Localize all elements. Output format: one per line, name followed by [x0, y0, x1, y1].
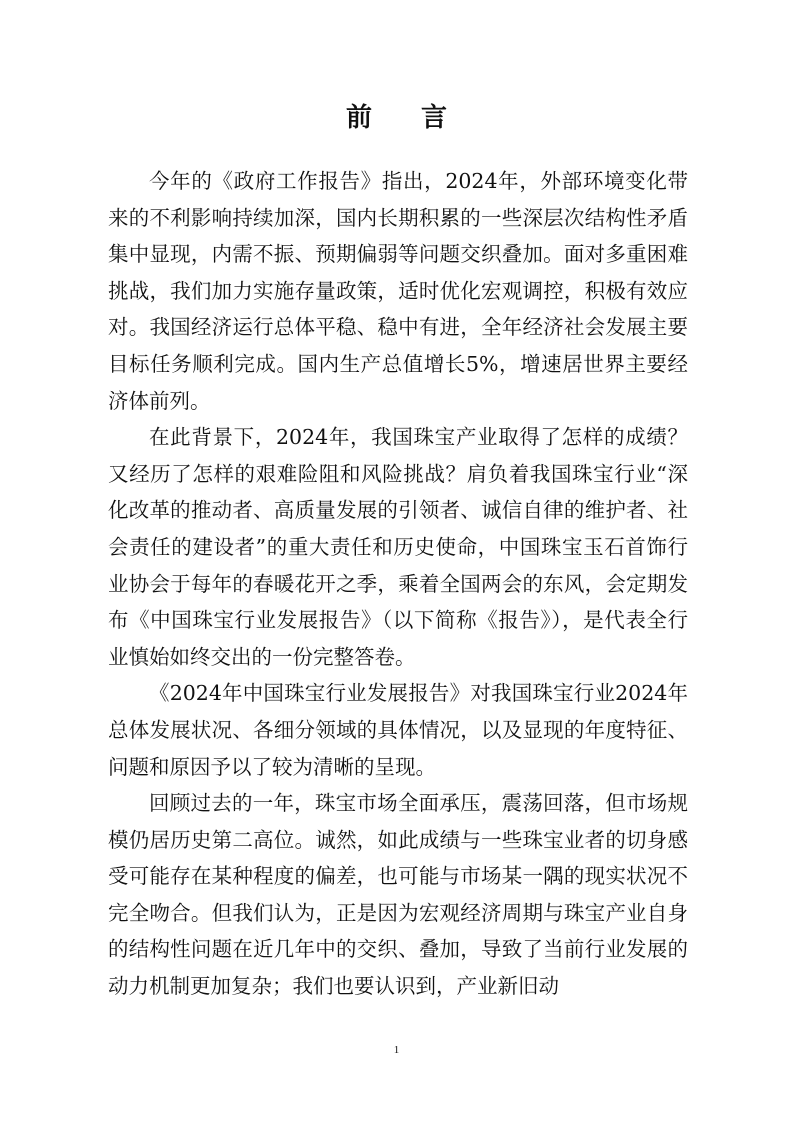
page-number: 1 [393, 1044, 400, 1056]
page-title: 前 言 [345, 103, 468, 133]
body-text [108, 163, 688, 1005]
paragraph-3: 《2024年中国珠宝行业发展报告》对我国珠宝行业2024年总体发展状况、各细分领域的具体情况，以及显现的年度特征、问题和原因予以了较为清晰的呈现。 [108, 681, 688, 779]
paragraph-4: 回顾过去的一年，珠宝市场全面承压，震荡回落，但市场规模仍居历史第二高位。诚然，如此成绩与一些珠宝业者的切身感受可能存在某种程度的偏差，也可能与市场某一隅的现实状况不完全吻合。但我们认为，正是因为宏观经济周期与珠宝产业自身的结构性问题在近几年中的交织、叠加，导致了当前行业发展的动力机制更加复杂；我们也要认识到，产业新旧动 [108, 791, 688, 999]
paragraph-2: 在此背景下，2024年，我国珠宝产业取得了怎样的成绩？又经历了怎样的艰难险阻和风险挑战？肩负着我国珠宝行业“深化改革的推动者、高质量发展的引领者、诚信自律的维护者、社会责任的建设者”的重大责任和历史使命，中国珠宝玉石首饰行业协会于每年的春暖花开之季，乘着全国两会的东风，会定期发布《中国珠宝行业发展报告》（以下简称《报告》），是代表全行业慎始如终交出的一份完整答卷。 [108, 425, 688, 669]
paragraph-1: 今年的《政府工作报告》指出，2024年，外部环境变化带来的不利影响持续加深，国内长期积累的一些深层次结构性矛盾集中显现，内需不振、预期偏弱等问题交织叠加。面对多重困难挑战，我们加力实施存量政策，适时优化宏观调控，积极有效应对。我国经济运行总体平稳、稳中有进，全年经济社会发展主要目标任务顺利完成。国内生产总值增长5%，增速居世界主要经济体前列。 [108, 169, 688, 413]
